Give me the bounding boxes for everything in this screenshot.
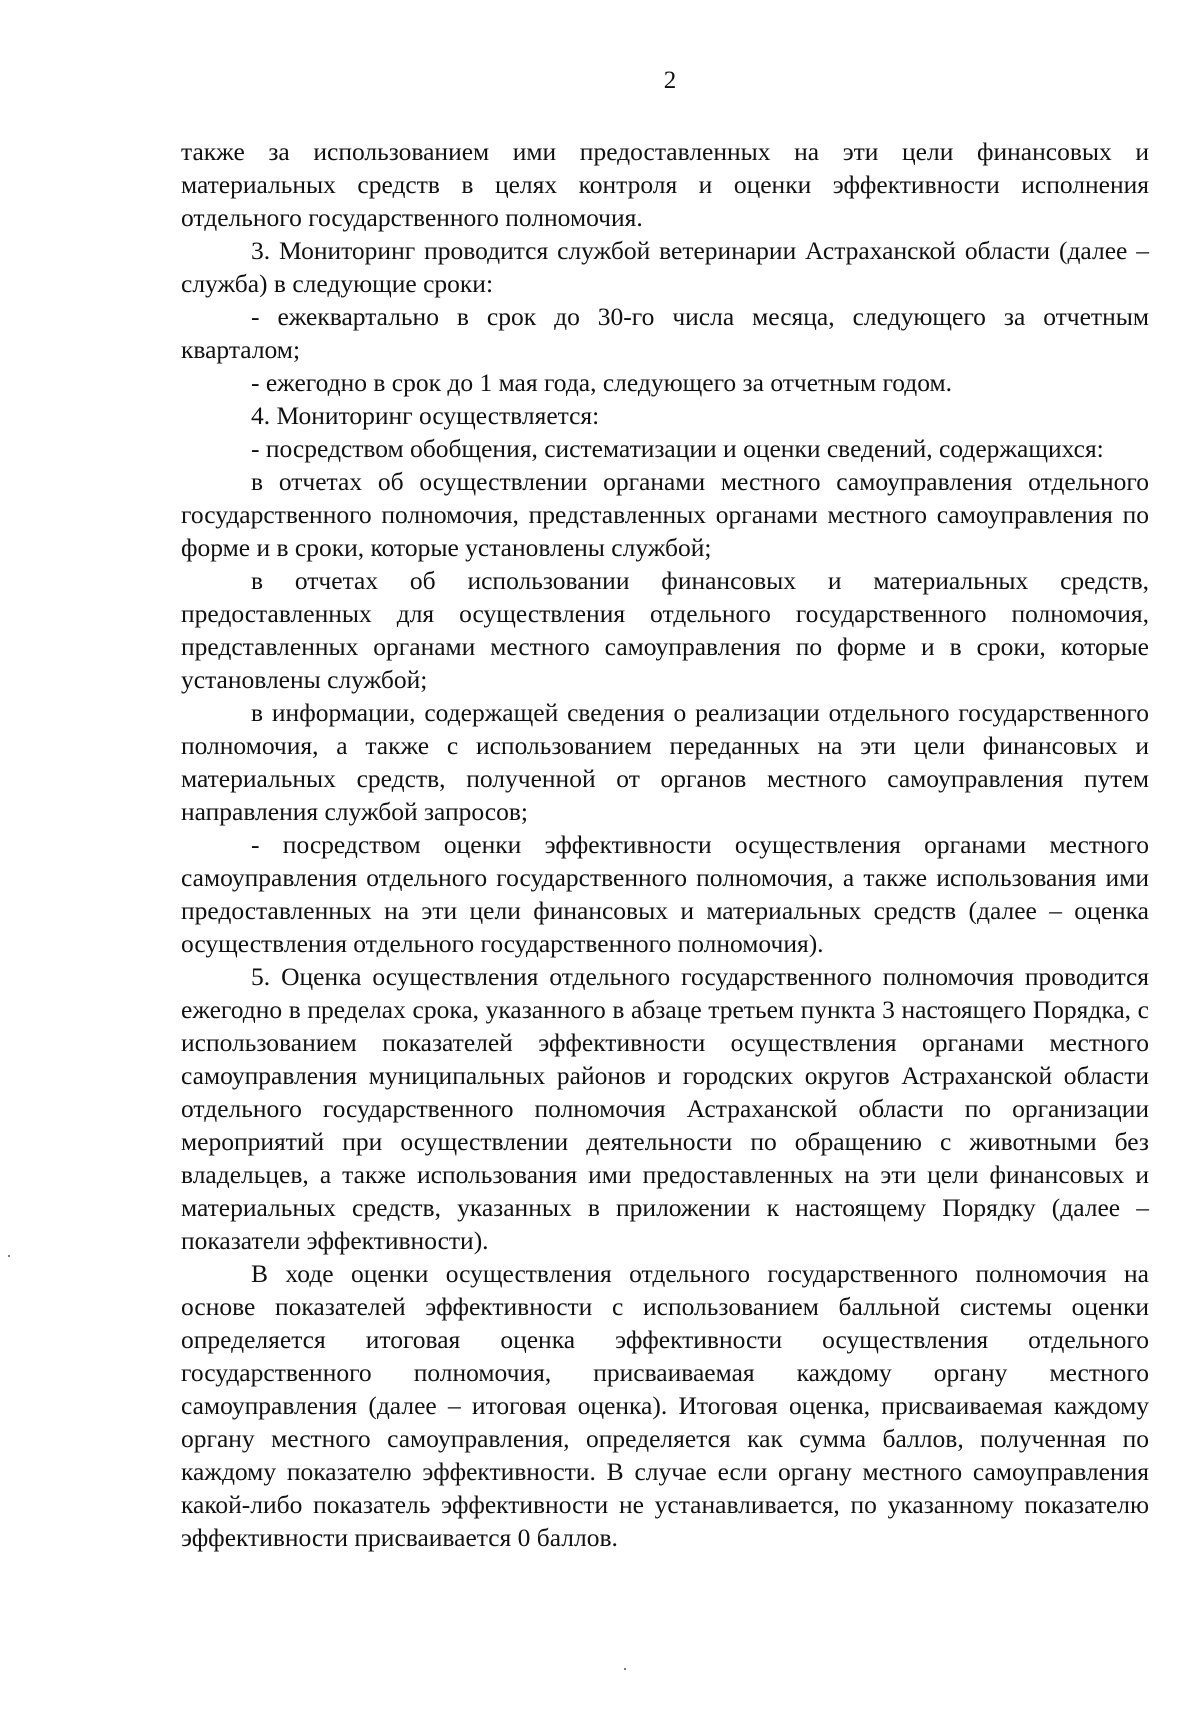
paragraph-final-score: В ходе оценки осуществления отдельного государственного полномочия на основе показателей эффективности с использованием балльной системы оценки определяется итоговая оценка эффективности осуществления отдельного государственного полномочия, присваиваемая каждому органу местного самоуправления (далее – итоговая оценка). Итоговая оценка, присваиваемая каждому органу местного самоуправления, определяется как сумма баллов, полученная по каждому показателю эффективности. В случае если органу местного самоуправления какой-либо показатель эффективности не устанавливается, по указанному показателю эффективности присваивается 0 баллов. [181,1259,1149,1552]
paragraph-continuation: также за использованием ими предоставленных на эти цели финансовых и материальных средств в целях контроля и оценки эффективности исполнения отдельного государственного полномочия. [181,137,1149,232]
paragraph-generalization: - посредством обобщения, систематизации и оценки сведений, содержащихся: [251,434,1104,463]
paragraph-information-requests: в информации, содержащей сведения о реализации отдельного государственного полномочия, а также с использованием переданных на эти цели финансовых и материальных средств, полученной от органов местного самоуправления путем направления службой запросов; [181,698,1149,826]
page-number: 2 [663,67,677,94]
paragraph-reports-authority: в отчетах об осуществлении органами местного самоуправления отдельного государственного полномочия, представленных органами местного самоуправления по форме и в сроки, которые установлены службой; [181,467,1149,562]
paragraph-reports-funds: в отчетах об использовании финансовых и материальных средств, предоставленных для осуществления отдельного государственного полномочия, представленных органами местного самоуправления по форме и в сроки, которые установлены службой; [181,566,1149,694]
document-body [181,135,1149,1554]
paragraph-efficiency-assessment: - посредством оценки эффективности осуществления органами местного самоуправления отдельного государственного полномочия, а также использования ими предоставленных на эти цели финансовых и материальных средств (далее – оценка осуществления отдельного государственного полномочия). [181,830,1149,958]
scan-speck [624,1668,626,1670]
scan-speck [8,1255,10,1257]
paragraph-item-4: 4. Мониторинг осуществляется: [251,401,600,430]
paragraph-item-5: 5. Оценка осуществления отдельного государственного полномочия проводится ежегодно в пределах срока, указанного в абзаце третьем пункта 3 настоящего Порядка, с использованием показателей эффективности осуществления органами местного самоуправления муниципальных районов и городских округов Астраханской области отдельного государственного полномочия Астраханской области по организации мероприятий при осуществлении деятельности по обращению с животными без владельцев, а также использования ими предоставленных на эти цели финансовых и материальных средств, указанных в приложении к настоящему Порядку (далее – показатели эффективности). [181,962,1149,1255]
paragraph-quarterly-deadline: - ежеквартально в срок до 30-го числа месяца, следующего за отчетным кварталом; [181,302,1149,364]
paragraph-item-3: 3. Мониторинг проводится службой ветеринарии Астраханской области (далее – служба) в следующие сроки: [181,236,1149,298]
paragraph-annual-deadline: - ежегодно в срок до 1 мая года, следующего за отчетным годом. [251,368,953,397]
